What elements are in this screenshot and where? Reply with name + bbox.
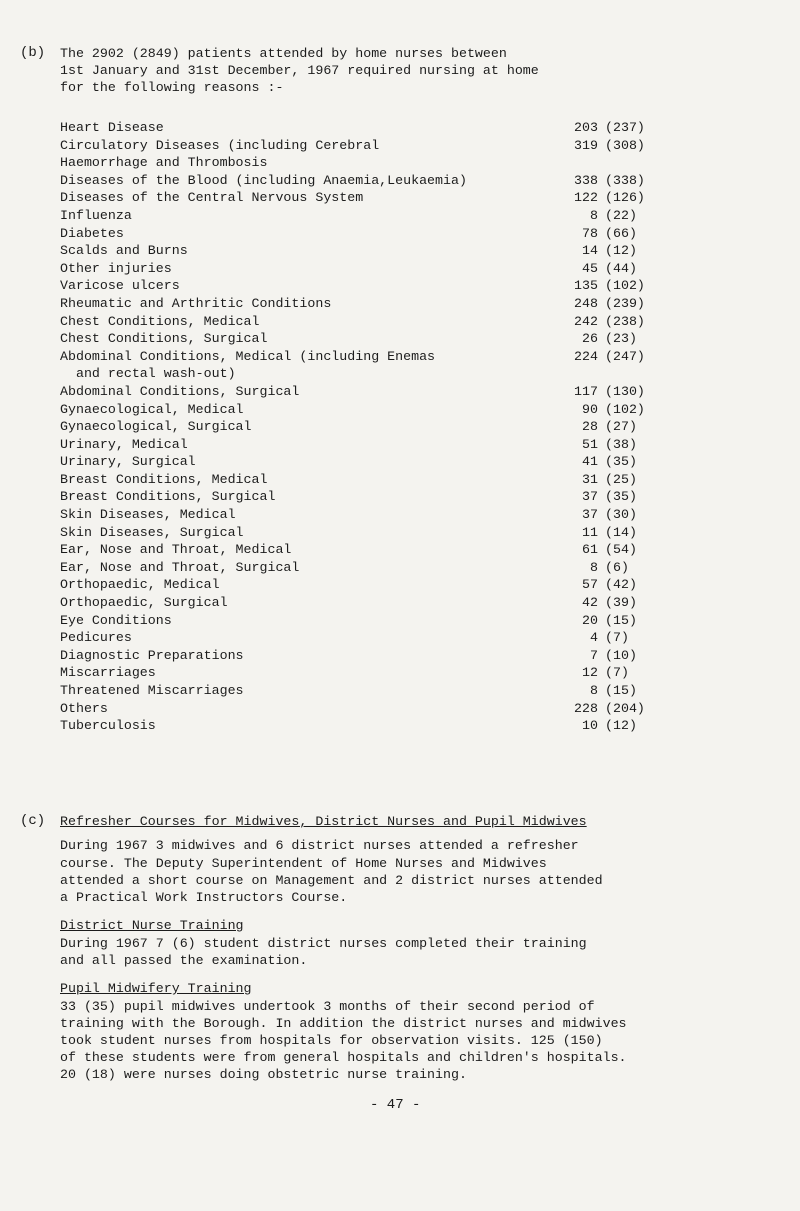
para1-line-1: During 1967 3 midwives and 6 district nurses attended a refresher (60, 838, 579, 853)
para3-line-5: 20 (18) were nurses doing obstetric nurse training. (60, 1067, 467, 1082)
reason-count: 203 (574, 120, 598, 135)
reason-label: Breast Conditions, Medical (60, 471, 268, 487)
table-row (60, 542, 660, 560)
reason-label: Skin Diseases, Medical (60, 507, 236, 523)
reason-previous-count: (6) (605, 559, 629, 575)
reason-count: 338 (574, 172, 598, 188)
reason-label: Pedicures (60, 630, 132, 646)
reason-previous-count: (38) (605, 436, 637, 452)
reason-label: and rectal wash-out) (60, 366, 236, 382)
table-row (60, 208, 660, 226)
reason-label: Chest Conditions, Medical (60, 313, 260, 329)
reason-previous-count: (238) (605, 313, 645, 329)
table-row (60, 173, 660, 191)
reason-previous-count: (27) (605, 419, 637, 435)
reason-label: Orthopaedic, Surgical (60, 595, 228, 611)
reason-count: 8 (590, 207, 598, 223)
reason-count: 122 (574, 190, 598, 206)
table-row (60, 296, 660, 314)
table-row (60, 489, 660, 507)
reason-count: 248 (574, 295, 598, 311)
reason-label: Rheumatic and Arthritic Conditions (60, 295, 332, 311)
table-row (60, 613, 660, 631)
reason-previous-count: (237) (605, 120, 645, 135)
table-row (60, 648, 660, 666)
para2-line-2: and all passed the examination. (60, 953, 308, 968)
reason-label: Others (60, 700, 108, 716)
reason-count: 117 (574, 383, 598, 399)
reason-previous-count: (54) (605, 542, 637, 558)
reason-label: Diagnostic Preparations (60, 647, 244, 663)
table-row (60, 525, 660, 543)
reason-count: 224 (574, 348, 598, 364)
para3-line-4: of these students were from general hospitals and children's hospitals. (60, 1050, 627, 1065)
reason-previous-count: (39) (605, 595, 637, 611)
pupil-midwifery-heading: Pupil Midwifery Training (60, 981, 252, 996)
reason-count: 4 (590, 630, 598, 646)
district-nurse-heading: District Nurse Training (60, 918, 244, 933)
reason-previous-count: (23) (605, 331, 637, 347)
reason-previous-count: (35) (605, 489, 637, 505)
intro-line-3: for the following reasons :- (60, 80, 284, 95)
reason-previous-count: (126) (605, 190, 645, 206)
reason-previous-count: (247) (605, 348, 645, 364)
reason-label: Abdominal Conditions, Surgical (60, 383, 300, 399)
reason-count: 8 (590, 683, 598, 698)
reason-label: Miscarriages (60, 665, 156, 681)
reason-previous-count: (239) (605, 295, 645, 311)
section-c-marker: (c) (20, 813, 46, 829)
reason-label: Skin Diseases, Surgical (60, 524, 244, 540)
intro-line-1: The 2902 (2849) patients attended by home nurses between (60, 46, 507, 61)
table-row (60, 314, 660, 332)
reason-previous-count: (102) (605, 278, 645, 294)
reason-label: Threatened Miscarriages (60, 683, 244, 698)
intro-line-2: 1st January and 31st December, 1967 required nursing at home (60, 63, 539, 78)
reason-label: Scalds and Burns (60, 243, 188, 259)
reason-previous-count: (10) (605, 647, 637, 663)
reason-count: 28 (582, 419, 598, 435)
para1-line-2: course. The Deputy Superintendent of Home Nurses and Midwives (60, 856, 547, 871)
reason-previous-count: (308) (605, 137, 645, 153)
reason-previous-count: (15) (605, 683, 637, 698)
reason-previous-count: (42) (605, 577, 637, 593)
table-row (60, 472, 660, 490)
reason-count: 26 (582, 331, 598, 347)
reason-previous-count: (14) (605, 524, 637, 540)
reason-count: 11 (582, 524, 598, 540)
reason-label: Circulatory Diseases (including Cerebral (60, 137, 380, 153)
reason-label: Orthopaedic, Medical (60, 577, 220, 593)
reason-count: 57 (582, 577, 598, 593)
reason-count: 20 (582, 612, 598, 628)
table-row (60, 226, 660, 244)
reason-label: Abdominal Conditions, Medical (including Enemas (60, 348, 436, 364)
reason-label: Diabetes (60, 225, 124, 241)
reason-label: Diseases of the Blood (including Anaemia,Leukaemia) (60, 172, 467, 188)
reason-count: 10 (582, 718, 598, 734)
table-row (60, 560, 660, 578)
table-row (60, 155, 660, 173)
reason-previous-count: (30) (605, 507, 637, 523)
reason-label: Ear, Nose and Throat, Medical (60, 542, 292, 558)
reason-count: 78 (582, 225, 598, 241)
reason-previous-count: (130) (605, 383, 645, 399)
section-b-marker: (b) (20, 45, 46, 61)
reason-label: Other injuries (60, 260, 172, 276)
para3-line-2: training with the Borough. In addition the district nurses and midwives (60, 1016, 627, 1031)
reason-previous-count: (15) (605, 612, 637, 628)
table-row (60, 577, 660, 595)
reason-label: Heart Disease (60, 120, 164, 135)
reason-count: 31 (582, 471, 598, 487)
reason-previous-count: (22) (605, 207, 637, 223)
reason-label: Diseases of the Central Nervous System (60, 190, 364, 206)
reason-label: Urinary, Medical (60, 436, 188, 452)
reason-count: 8 (590, 559, 598, 575)
reason-label: Urinary, Surgical (60, 454, 196, 470)
reason-previous-count: (25) (605, 471, 637, 487)
table-row (60, 402, 660, 420)
table-row (60, 278, 660, 296)
reason-count: 228 (574, 700, 598, 716)
reason-label: Breast Conditions, Surgical (60, 489, 276, 505)
reason-count: 37 (582, 507, 598, 523)
table-row (60, 595, 660, 613)
reason-previous-count: (7) (605, 630, 629, 646)
reason-label: Tuberculosis (60, 718, 156, 734)
para1-line-3: attended a short course on Management and 2 district nurses attended (60, 873, 603, 888)
reason-count: 14 (582, 243, 598, 259)
reason-label: Ear, Nose and Throat, Surgical (60, 559, 300, 575)
table-row (60, 384, 660, 402)
reason-label: Gynaecological, Surgical (60, 419, 252, 435)
reason-count: 41 (582, 454, 598, 470)
table-row (60, 190, 660, 208)
para1-line-4: a Practical Work Instructors Course. (60, 890, 348, 905)
reason-count: 242 (574, 313, 598, 329)
table-row (60, 718, 660, 736)
table-row (60, 437, 660, 455)
reason-previous-count: (102) (605, 401, 645, 417)
para3-line-1: 33 (35) pupil midwives undertook 3 months of their second period of (60, 999, 595, 1014)
reason-label: Varicose ulcers (60, 278, 180, 294)
table-row (60, 507, 660, 525)
reason-previous-count: (66) (605, 225, 637, 241)
reason-count: 37 (582, 489, 598, 505)
table-row (60, 454, 660, 472)
table-row (60, 665, 660, 683)
reason-count: 7 (590, 647, 598, 663)
page-number: - 47 - (370, 1097, 421, 1113)
reasons-table (60, 120, 660, 736)
reason-count: 51 (582, 436, 598, 452)
reason-previous-count: (44) (605, 260, 637, 276)
para3-line-3: took student nurses from hospitals for observation visits. 125 (150) (60, 1033, 603, 1048)
reason-previous-count: (7) (605, 665, 629, 681)
reason-count: 61 (582, 542, 598, 558)
reason-label: Haemorrhage and Thrombosis (60, 155, 268, 171)
reason-label: Gynaecological, Medical (60, 401, 244, 417)
table-row (60, 419, 660, 437)
table-row (60, 261, 660, 279)
table-row (60, 366, 660, 384)
reason-previous-count: (12) (605, 243, 637, 259)
table-row (60, 243, 660, 261)
reason-count: 12 (582, 665, 598, 681)
reason-count: 45 (582, 260, 598, 276)
table-row (60, 349, 660, 367)
reason-previous-count: (204) (605, 700, 645, 716)
reason-label: Eye Conditions (60, 612, 172, 628)
table-row (60, 630, 660, 648)
reason-previous-count: (35) (605, 454, 637, 470)
reason-previous-count: (12) (605, 718, 637, 734)
para2-line-1: During 1967 7 (6) student district nurses completed their training (60, 936, 587, 951)
table-row (60, 138, 660, 156)
refresher-heading: Refresher Courses for Midwives, District Nurses and Pupil Midwives (60, 814, 587, 829)
table-row (60, 331, 660, 349)
table-row (60, 683, 660, 701)
reason-label: Chest Conditions, Surgical (60, 331, 268, 347)
reason-count: 319 (574, 137, 598, 153)
reason-previous-count: (338) (605, 172, 645, 188)
reason-count: 135 (574, 278, 598, 294)
table-row (60, 701, 660, 719)
reason-label: Influenza (60, 207, 132, 223)
table-row (60, 120, 660, 138)
reason-count: 90 (582, 401, 598, 417)
reason-count: 42 (582, 595, 598, 611)
